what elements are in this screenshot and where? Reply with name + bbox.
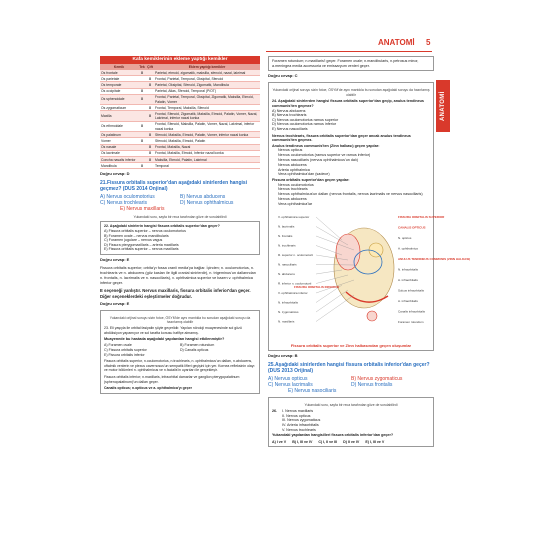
col-header: Kemik	[100, 64, 138, 70]
option: D) Canalis opticus	[180, 347, 209, 352]
q26-answer-option: B) I, III ve IV	[292, 439, 313, 444]
list-item: Nervus oculomotorius (ramus superior ve ramus inferior)	[278, 153, 371, 158]
note: Yukarıdaki orijinal soruyu sizin fotoe, ÖSYM'de aynı mantıkla bu sorudan aşağıdaki soruyu da hazırlamış olabilir	[272, 88, 430, 97]
q26-answer-option: E) I, III ve V	[365, 439, 385, 444]
question-25: 25.Aşağıdaki sinirlerden hangisi fissura orbitalis inferior'dan geçer? (DUS 2013 Orijinal)	[268, 361, 430, 374]
diagram-label: N. lacrimalis	[278, 224, 295, 229]
question-22-box	[100, 221, 260, 255]
left-column	[100, 56, 260, 394]
fissura-list	[272, 183, 430, 207]
note: Yukarıdaki soru, sayfa bir reca tarafından göze de sorulabilirdi	[133, 215, 227, 220]
tek-cell: X	[138, 163, 146, 169]
tek-cell: X	[138, 70, 146, 76]
q26-answer-option: D) II ve IV	[343, 439, 360, 444]
diagram-caption: Fissura orbitalis superior ve Zinn halkasından geçen oluşumlar	[290, 342, 412, 348]
answer-label: Doğru cevap: D	[100, 171, 130, 177]
question-23: 23. Eli yaşıyla ile orbital fasiyalin şöyle geçerlidir. Yapılan nöroloji muayenesinde sol gözü abdüksiyon yapamıyor ve sol tarafta konusu hafifçe almamış.	[104, 326, 242, 335]
bone-name-cell: Os palatinum	[100, 132, 138, 138]
option-a: A) Nervus opticus	[268, 375, 308, 382]
page-header	[378, 38, 438, 50]
option-e: E) Nervus nasociliaris	[288, 387, 337, 394]
q26-item	[272, 428, 430, 433]
list-item: Nervus nasociliaris (nervus ophthalmicus'un dalı)	[278, 157, 359, 162]
table-row	[100, 121, 260, 131]
option-b: B) Nervus zygomaticus	[351, 375, 403, 382]
diagram-label: N. zygomaticus	[278, 309, 299, 314]
cift-cell	[146, 163, 154, 169]
q22-item: A) Fissura orbitalis superior – nervus oculomotorius	[104, 229, 186, 234]
joints-cell: Sfenoid, Maksilla, Etmoid, Palatin, Vomer, inferior nazal konka	[154, 132, 260, 138]
diagram-label: ANULUS TENDINEUS COMMUNIS (ZINN HALKASI)	[398, 256, 471, 261]
option-c: C) Nervus trochlearis	[100, 200, 147, 207]
option-b: B) Nervus abducens	[180, 194, 226, 201]
bone-name-cell: Os zygomaticum	[100, 105, 138, 111]
joints-cell: Frontal, Sfenoid, Zigomatik, Maksilla, Etmoid, Palatin, Vomer, Nazal, Lakrimal, inferior nazal konka	[154, 111, 260, 121]
top-box: Foramen rotundum; n.maxillaris'i geçer. Foramen ovale; n.mandibularis, n.petrosus minor, a.meningea media accessoria ve emissaryum venleri geçer.	[268, 56, 434, 71]
option: B) Foramen rotundum	[180, 343, 215, 348]
joints-cell: Parietal, etmoid, zigomatik, maksilla, sfenoid, nazal, lakrimal	[154, 70, 260, 76]
explanation-paragraph: Fissura orbitalis superior; orbita'yı fossa cranii media'ya bağlar. İçinden; n. oculomotorius, n. trochlearis ve n. abducens (göz kasları ile ilgili cranial sinirlerdir), n. trigeminus'un dallarından n. frontalis, n. lacrimalis ve n. nasociliaris), v. ophthalmica superior ve bazen v. ophthalmica inferior geçer.	[100, 266, 256, 286]
option-d: D) Nervus frontalis	[351, 381, 393, 388]
q26-text: III. Nervus zygomaticus	[282, 418, 321, 423]
cift-cell: X	[146, 105, 154, 111]
list-item: Vena ophthalmica'dan (sadece)	[278, 172, 330, 177]
bone-name-cell: Mandibula	[100, 163, 138, 169]
q26-text: II. Nervus opticus	[282, 413, 311, 418]
fissura-orbitalis-superior-shape	[336, 234, 360, 270]
list-item: Nervus opticus	[278, 148, 303, 153]
list-item: Nervus oculomotorius	[278, 182, 314, 187]
orbit-diagram	[276, 210, 471, 342]
diagram-label: N. opticus	[398, 235, 412, 240]
joints-cell: Maksilla, Etmoid, Palatin, Lakrimal	[154, 157, 260, 163]
tek-cell: X	[138, 94, 146, 104]
diagram-labels-right	[398, 215, 470, 324]
cift-cell: X	[146, 132, 154, 138]
diagram-label: Canalis infraorbitalis	[398, 309, 426, 314]
answer-label: Doğru cevap: B	[268, 352, 298, 358]
answer-label: Doğru cevap: C	[268, 73, 298, 79]
bone-name-cell: Os sphenoidale	[100, 94, 138, 104]
bone-name-cell: Maxilla	[100, 111, 138, 121]
diagram-label: N. infraorbitalis	[398, 267, 419, 272]
note: Yukarıdaki soru, sayfa bir reca tarafından göze de sorulabilirdi	[304, 402, 398, 407]
q24-option: C) Nervus oculomotorius ramus superior	[272, 117, 339, 122]
cift-cell: X	[146, 111, 154, 121]
bone-name-cell: Os nasale	[100, 144, 138, 150]
list-item: Nervus trochlearis	[278, 187, 308, 192]
cift-cell	[146, 94, 154, 104]
joints-cell: Frontal, Parietal, Temporal, Oksipital, Sfenoid	[154, 76, 260, 82]
option: C) Fissura orbitalis superior	[104, 347, 147, 352]
list-item: Nervus ophthalmicus'un dalları (nervus frontalis, nervus lacrimalis ve nervus nasociliaris)	[278, 192, 423, 197]
question-26-box	[268, 397, 434, 448]
question-26-items	[272, 409, 430, 432]
question-23-explanation-3: Canalis opticus; n.opticus ve a. ophthalmica'yı geçer	[104, 386, 192, 391]
q26-text: IV. Arteria infraorbitalis	[282, 423, 319, 428]
fissura-heading: Fissura orbitalis superior'dan geçen yapılar:	[272, 178, 350, 183]
bone-name-cell: Os lacrimale	[100, 150, 138, 156]
diagram-label: N. maxillaris	[278, 319, 295, 324]
list-item: Arteria ophthalmica	[278, 167, 310, 172]
table-row	[100, 111, 260, 121]
anulus-heading: Anulus tendineus communis'ten (Zinn halkası) geçen yapılar:	[272, 143, 380, 148]
q24-option: A) Nervus abducens	[272, 108, 306, 113]
q26-number: 26.	[272, 409, 278, 414]
diagram-label: A. infraorbitalis	[398, 298, 418, 303]
cift-cell	[146, 121, 154, 131]
question-24-explanation: Nervus trochlearis, fissura orbitalis superior'dan geçer ancak anulus tendineus communis'ten geçmez.	[272, 133, 411, 143]
tek-cell	[138, 111, 146, 121]
option: E) Fissura orbitalis inferior	[104, 352, 145, 357]
q26-answer-option: C) I, II ve III	[318, 439, 338, 444]
option-e: E) Nervus maxillaris	[120, 206, 165, 213]
col-header: Eklem yaptığı kemikler	[154, 64, 260, 70]
tek-cell: X	[138, 88, 146, 94]
explanation-emphasis: E seçeneği yanlıştır. Nervus maxillaris, fissura orbitalis inferior'dan geçer. Diğer seçeneklerdeki eşleştirmeler doğrudur.	[100, 288, 251, 299]
bone-name-cell: Os parietale	[100, 76, 138, 82]
joints-cell: Sfenoid, Maksilla, Etmoid, Palatin	[154, 138, 260, 144]
cift-cell: X	[146, 144, 154, 150]
option: A) Foramen ovale	[104, 343, 132, 348]
note: Yukarıdaki orijinal soruyu sizin fotoe, ÖSYM'de aynı mantıkla bu sorudan aşağıdaki soruyu da hazırlamış olabilir	[109, 316, 251, 325]
question-23-explanation: Fissura orbitalis superior, n.oculomotorius, n.trochlearis, n. ophthalmicus'un dalları, n.abducens, oftalmik venlerin ve plexus cavernosus'un sempatik lifleri geçişini için yer. Kornea refleksinin olayı ve motor bölümleri n. ophthalmicus ve n.facialis'in uyarıları ile gerçekleşir.	[104, 359, 255, 373]
q26-text: V. Nervus trochlearis	[282, 427, 316, 432]
joints-cell: Frontal, Maksilla, Nazal	[154, 144, 260, 150]
joints-cell: Frontal, Sfenoid, Maksilla, Palatin, Vomer, Nazal, Lakrimal, inferior nazal konka	[154, 121, 260, 131]
question-23-explanation-2: Fissura orbitalis inferior; n.maxillaris, infraorbital damarlar ve ganglion pterygopalatinum (sphenopalatinum)'un dalları geçer.	[104, 374, 240, 384]
q24-option: D) Nervus oculomotorius ramus inferior	[272, 122, 337, 127]
q24-option: B) Nervus trochlearis	[272, 113, 307, 118]
joints-cell: Frontal, Maksilla, Etmoid, Inferior nazal konka	[154, 150, 260, 156]
col-header: Çift	[147, 65, 153, 69]
question-21: 21.Fissura orbitalis superior'dan aşağıdaki sinirlerden hangisi geçmez? (DUS 2014 Onjinal)	[100, 180, 248, 193]
diagram-label: R. inferior n. oculomotorii	[278, 281, 312, 286]
tek-cell: X	[138, 138, 146, 144]
option-d: D) Nervus ophthalmicus	[180, 200, 234, 207]
q22-item: B) Foramen ovale – nervus mandibularis	[104, 233, 169, 238]
header-rule	[266, 51, 432, 52]
joints-cell: Parietal, Oksipital, Sfenoid, Zigomatik, Mandibula	[154, 82, 260, 88]
list-item: Nervus abducens	[278, 197, 307, 202]
diagram-label: FISSURA ORBITALIS SUPERIOR	[398, 214, 445, 219]
bone-name-cell: Vomer	[100, 138, 138, 144]
question-22: 22. Aşağıdaki sinirlerin hangisi fissura orbitalis superior'dan geçer?	[104, 224, 220, 229]
diagram-label: R. superior n. oculomotorii	[278, 252, 314, 257]
question-23-box	[100, 310, 260, 394]
diagram-label: A. infraorbitalis	[398, 277, 418, 282]
question-24: 24. Aşağıdaki sinirlerden hangisi fissura orbitalis superior'dan geçip, anulus tendineus communis'ten geçmez?	[272, 99, 424, 108]
table-row	[100, 163, 260, 169]
question-21-options	[100, 194, 260, 206]
diagram-label: N. infraorbitalis	[278, 300, 299, 305]
bone-name-cell: Concha nasalis inferior	[100, 157, 138, 163]
answer-label: Doğru cevap: E	[100, 301, 130, 307]
orbit-diagram-svg	[276, 210, 471, 342]
bone-name-cell: Os occipitale	[100, 88, 138, 94]
diagram-label: N. frontalis	[278, 233, 293, 238]
cift-cell: X	[146, 157, 154, 163]
list-item: Vena ophthalmica'lar	[278, 201, 313, 206]
diagram-label: V. ophthalmica superior	[278, 214, 310, 219]
leader-line	[316, 217, 342, 240]
diagram-label: CANALIS OPTICUS	[398, 225, 426, 230]
col-header: Tek	[139, 65, 145, 69]
cift-cell: X	[146, 76, 154, 82]
diagram-label: Sulcus infraorbitalis	[398, 288, 425, 293]
option-a: A) Nervus oculomotorius	[100, 194, 155, 201]
joints-cell: Frontal, Parietal, Temporal, Oksipital, Zigomatik, Maksilla, Etmoid, Palatin, Vomer	[154, 94, 260, 104]
q24-option: E) Nervus nasociliaris	[272, 126, 308, 131]
table-row	[100, 94, 260, 104]
bones-table	[100, 64, 260, 169]
page-number: 5	[426, 38, 431, 47]
diagram-label: N. trochlearis	[278, 243, 296, 248]
q22-item: E) Fissura orbitalis superior – nervus maxillaris	[104, 247, 179, 252]
q22-item: C) Foramen jugulare – nervus vagus	[104, 238, 163, 243]
section-title: ANATOMİ	[378, 38, 415, 47]
question-26-answers	[272, 440, 430, 445]
leader-line	[316, 290, 348, 312]
answer-label: Doğru cevap: E	[100, 257, 130, 263]
diagram-label: A. ophthalmica	[398, 246, 418, 251]
diagram-label: V. ophthalmica inferior	[278, 290, 308, 295]
q22-item: D) Fissura pterygomaxillaris – arteria maxillaris	[104, 242, 179, 247]
joints-cell: Parietal, Atlas, Sfenoid, Temporal (P/OT)	[154, 88, 260, 94]
bone-name-cell: Os ethmoidale	[100, 121, 138, 131]
joints-cell: Frontal, Temporal, Maksilla, Sfenoid	[154, 105, 260, 111]
question-23-prompt: Muayenede bu hastada aşağıdaki yapılardan hangisi etkilenmiştir?	[104, 337, 225, 342]
diagram-label: Foramen rotundum	[398, 319, 424, 324]
table-title: Kafa kemiklerinin ekleme yaptığı kemikler	[100, 56, 260, 64]
side-tab: ANATOMİ	[436, 80, 450, 132]
cift-cell: X	[146, 150, 154, 156]
bone-name-cell: Os frontale	[100, 70, 138, 76]
option-c: C) Nervus lacrimalis	[268, 381, 313, 388]
anulus-list	[272, 148, 430, 177]
q26-text: I. Nervus maxillaris	[282, 409, 314, 414]
question-25-options	[268, 376, 434, 394]
q26-answer-option: A) I ve V	[272, 439, 287, 444]
diagram-center-label: FISSURA ORBITALIS INFERIOR	[294, 284, 339, 289]
question-23-options	[104, 343, 256, 357]
diagram-label: N. nasociliaris	[278, 262, 297, 267]
question-26-prompt: Yukarıdaki yapılardan hangisi/leri fissura orbitalis inferior'dan geçer?	[272, 433, 394, 438]
foramen-rotundum-shape	[367, 311, 377, 321]
list-item: Nervus abducens	[278, 162, 307, 167]
bone-name-cell: Os temporale	[100, 82, 138, 88]
joints-cell: Temporal	[154, 163, 260, 169]
diagram-label: N. abducens	[278, 271, 295, 276]
tek-cell: X	[138, 121, 146, 131]
cift-cell: X	[146, 82, 154, 88]
